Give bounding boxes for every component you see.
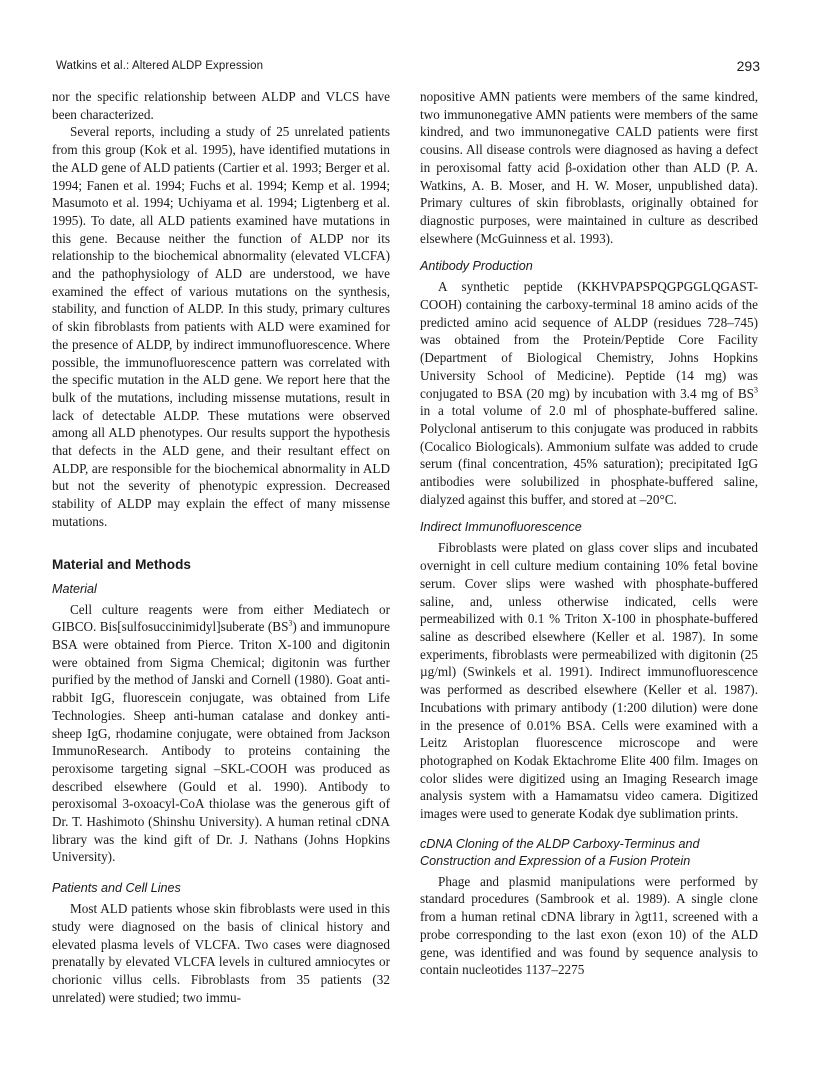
paragraph-continuation: nor the specific relationship between ALDP and VLCS have been characterized. [52, 89, 390, 122]
running-head: Watkins et al.: Altered ALDP Expression [56, 60, 264, 72]
paragraph-cdna-cloning: Phage and plasmid manipulations were performed by standard procedures (Sambrook et al. 1989). A single clone from a human retinal cDNA library in λgt11, screened with a probe corresponding to the last exon (exon 10) of the ALD gene, was identified and was found by sequence analysis to contain nucleotides 1137–2275 [420, 873, 758, 978]
subheading-material: Material [52, 581, 97, 596]
section-heading-methods: Material and Methods [52, 556, 191, 572]
subheading-antibody: Antibody Production [420, 259, 533, 274]
paragraph-patients: Most ALD patients whose skin fibroblasts were used in this study were diagnosed on the basis of clinical history and elevated plasma levels of VLCFA. Two cases were diagnosed prenatally by elevated VLCFA levels in cultured amniocytes or chorionic villus cells. Fibroblasts from 35 patients (32 unrelated) were studied; two immu- [52, 901, 390, 1005]
paragraph-material: Cell culture reagents were from either Mediatech or GIBCO. Bis[sulfosuccinimidyl]suberate $(BS^3)$ and immunopure BSA were obtained from Pierce. Triton X-100 and digitonin were obtained from Sigma Chemical; digitonin was further purified by the method of Janski and Cornell (1980). Goat anti-rabbit IgG, fluorescein conjugate, was obtained from Life Technologies. Sheep anti-human catalase and donkey anti-sheep IgG, rhodamine conjugate, were obtained from Jackson ImmunoResearch. Antibody to proteins containing the peroxisome targeting signal –SKL-COOH was produced as described elsewhere (Gould et al. 1990). Antibody to peroxisomal 3-oxoacyl-CoA thiolase was the generous gift of Dr. T. Hashimoto (Shinshu University). A human retinal cDNA library was the kind gift of Dr. J. Nathans (Johns Hopkins University). [52, 601, 390, 865]
paragraph-intro-mutations: Several reports, including a study of 25 unrelated patients from this group (Kok et al. 1995), have identified mutations in the ALD gene of ALD patients (Cartier et al. 1993; Berger et al. 1994; Fanen et al. 1994; Fuchs et al. 1994; Kemp et al. 1994; Masumoto et al. 1994; Uchiyama et al. 1994; Ligtenberg et al. 1995). To date, all ALD patients examined have mutations in this gene. Because neither the function of ALDP nor its relationship to the biochemical abnormality (elevated VLCFA) and the pathophysiology of ALD are understood, we have examined the effect of various mutations on the synthesis, stability, and function of ALDP. In this study, primary cultures of skin fibroblasts from patients with ALD were examined for the presence of ALDP, by indirect immunofluorescence. Where possible, the immunofluorescence pattern was correlated with the specific mutation in the ALD gene. We report here that the bulk of the mutations, including missense mutations, result in lack of detectable ALDP. These mutations were observed among all ALD phenotypes. Our results support the hypothesis that defects in the ALD gene, and their resultant effect on ALDP, are responsible for the biochemical abnormality in ALD but not the severity of phenotypic expression. Decreased stability of ALDP may explain the effect of many missense mutations. [52, 124, 390, 529]
subheading-immunofluorescence: Indirect Immunofluorescence [420, 520, 582, 535]
left-column [52, 88, 390, 1006]
paragraph-patients-continued: nopositive AMN patients were members of the same kindred, two immunonegative AMN patients were members of the same kindred, and two immunonegative CALD patients were first cousins. All disease controls were diagnosed as having a defect in peroxisomal fatty acid β-oxidation other than ALD (P. A. Watkins, A. B. Moser, and H. W. Moser, unpublished data). Primary cultures of skin fibroblasts, originally obtained for diagnostic purposes, were maintained in culture as described elsewhere (McGuinness et al. 1993). [420, 89, 758, 246]
page-number: 293 [736, 58, 760, 74]
paragraph-immunofluorescence: Fibroblasts were plated on glass cover slips and incubated overnight in cell culture medium containing 10% fetal bovine serum. Cover slips were washed with phosphate-buffered saline, and, unless otherwise indicated, cells were permeabilized with 0.1 % Triton X-100 in phosphate-buffered saline as described elsewhere (Keller et al. 1987). In some experiments, fibroblasts were permeabilized with digitonin (25 µg/ml) (Swinkels et al. 1991). Indirect immunofluorescence was performed as described elsewhere (Keller et al. 1987). Incubations with primary antibody (1:200 dilution) were done in the presence of 0.01% BSA. Cells were examined with a Leitz Aristoplan fluorescence microscope and were photographed on Kodak Ektachrome Elite 400 film. Images on color slides were digitized using an Imaging Research image analysis system with a Hamamatsu video camera. Digitized images were used to generate Kodak dye sublimation prints. [420, 540, 758, 822]
subheading-cdna-cloning: cDNA Cloning of the ALDP Carboxy-Terminus and Construction and Expression of a Fusion Protein [420, 836, 700, 868]
right-column [420, 88, 758, 979]
page-header [56, 58, 760, 80]
subheading-patients: Patients and Cell Lines [52, 881, 181, 896]
paragraph-antibody: A synthetic peptide (KKHVPAPSPQGPGGLQGAST-COOH) containing the carboxy-terminal 18 amino acids of the predicted amino acid sequence of ALDP (residues 728–745) was obtained from the Protein/Peptide Core Facility (Department of Biological Chemistry, Johns Hopkins University School of Medicine). Peptide (14 mg) was conjugated to BSA (20 mg) by incubation with 3.4 mg of $BS^3$ in a total volume of 2.0 ml of phosphate-buffered saline. Polyclonal antiserum to this conjugate was produced in rabbits (Cocalico Biologicals). Ammonium sulfate was added to crude serum (final concentration, 45% saturation); precipitated IgG antibodies were solubilized in phosphate-buffered saline, dialyzed against this buffer, and stored at –20°C. [420, 279, 758, 507]
